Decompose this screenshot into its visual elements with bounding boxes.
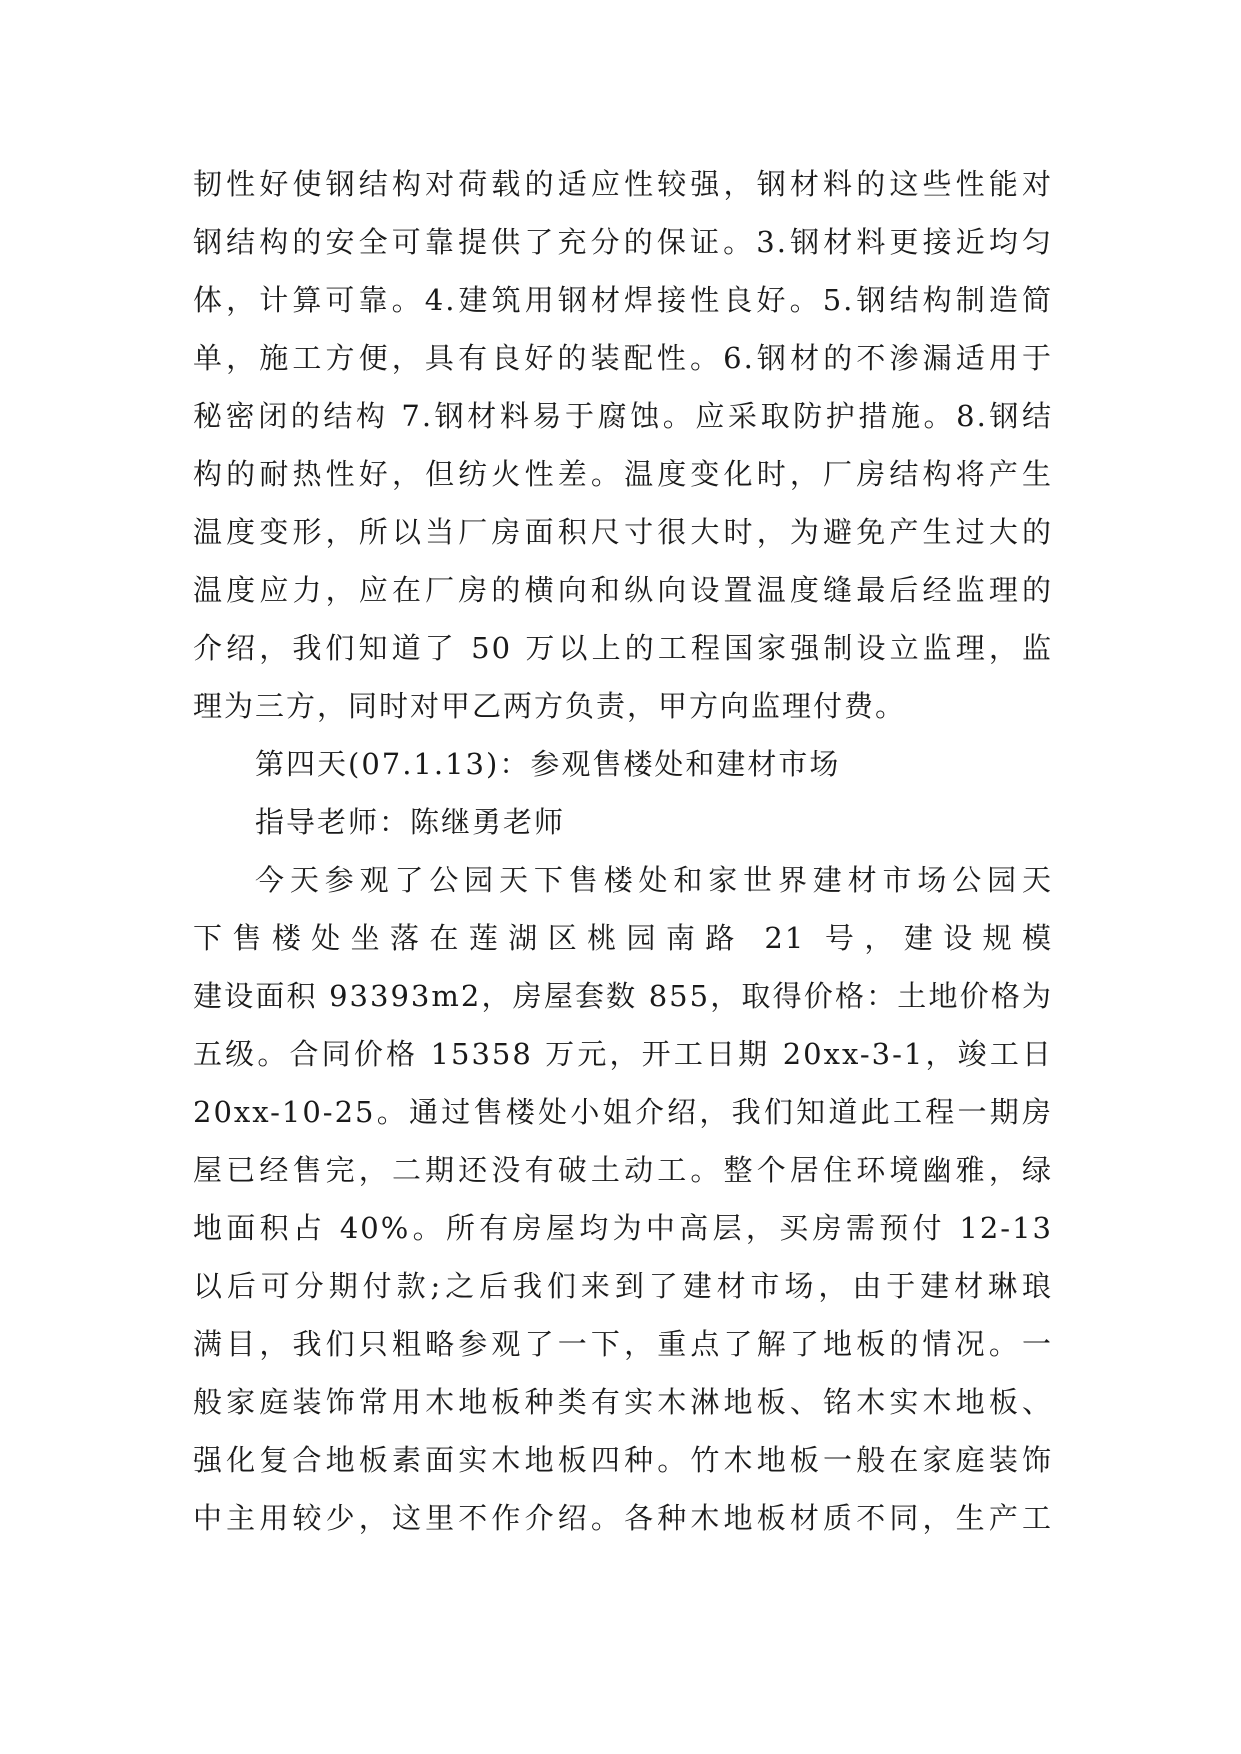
text-line: 温度应力，应在厂房的横向和纵向设置温度缝最后经监理的: [193, 573, 1053, 607]
text-line: 五级。合同价格 15358 万元，开工日期 20xx-3-1，竣工日: [193, 1037, 1053, 1071]
text-line: 屋已经售完，二期还没有破土动工。整个居住环境幽雅，绿: [193, 1153, 1053, 1187]
text-line: 指导老师：陈继勇老师: [255, 805, 566, 839]
document-body: [193, 155, 1053, 1547]
text-line: 秘密闭的结构 7.钢材料易于腐蚀。应采取防护措施。8.钢结: [193, 399, 1053, 433]
text-line: 构的耐热性好，但纺火性差。温度变化时，厂房结构将产生: [193, 457, 1053, 491]
text-line: 地面积占 40%。所有房屋均为中高层，买房需预付 12-13: [193, 1211, 1053, 1245]
text-line: 理为三方，同时对甲乙两方负责，甲方向监理付费。: [193, 689, 907, 723]
text-line: 中主用较少，这里不作介绍。各种木地板材质不同，生产工: [193, 1501, 1053, 1535]
text-line: 20xx-10-25。通过售楼处小姐介绍，我们知道此工程一期房: [193, 1095, 1053, 1129]
text-line: 今天参观了公园天下售楼处和家世界建材市场公园天: [255, 863, 1053, 897]
text-line: 以后可分期付款;之后我们来到了建材市场，由于建材琳琅: [193, 1269, 1053, 1303]
text-line: 韧性好使钢结构对荷载的适应性较强，钢材料的这些性能对: [193, 167, 1053, 201]
text-line: 般家庭装饰常用木地板种类有实木淋地板、铭木实木地板、: [193, 1385, 1053, 1419]
text-line: 介绍，我们知道了 50 万以上的工程国家强制设立监理，监: [193, 631, 1053, 665]
text-line: 温度变形，所以当厂房面积尺寸很大时，为避免产生过大的: [193, 515, 1053, 549]
text-line: 体，计算可靠。4.建筑用钢材焊接性良好。5.钢结构制造简: [193, 283, 1053, 317]
text-line: 建设面积 93393m2，房屋套数 855，取得价格：土地价格为: [193, 979, 1053, 1013]
text-line: 第四天(07.1.13)：参观售楼处和建材市场: [255, 747, 841, 781]
text-line: 钢结构的安全可靠提供了充分的保证。3.钢材料更接近均匀: [193, 225, 1053, 259]
text-line: 满目，我们只粗略参观了一下，重点了解了地板的情况。一: [193, 1327, 1053, 1361]
text-line: 下售楼处坐落在莲湖区桃园南路 21 号，建设规模: [193, 921, 1053, 955]
text-lines: [193, 155, 1053, 1547]
text-line: 单，施工方便，具有良好的装配性。6.钢材的不渗漏适用于: [193, 341, 1053, 375]
text-line: 强化复合地板素面实木地板四种。竹木地板一般在家庭装饰: [193, 1443, 1053, 1477]
